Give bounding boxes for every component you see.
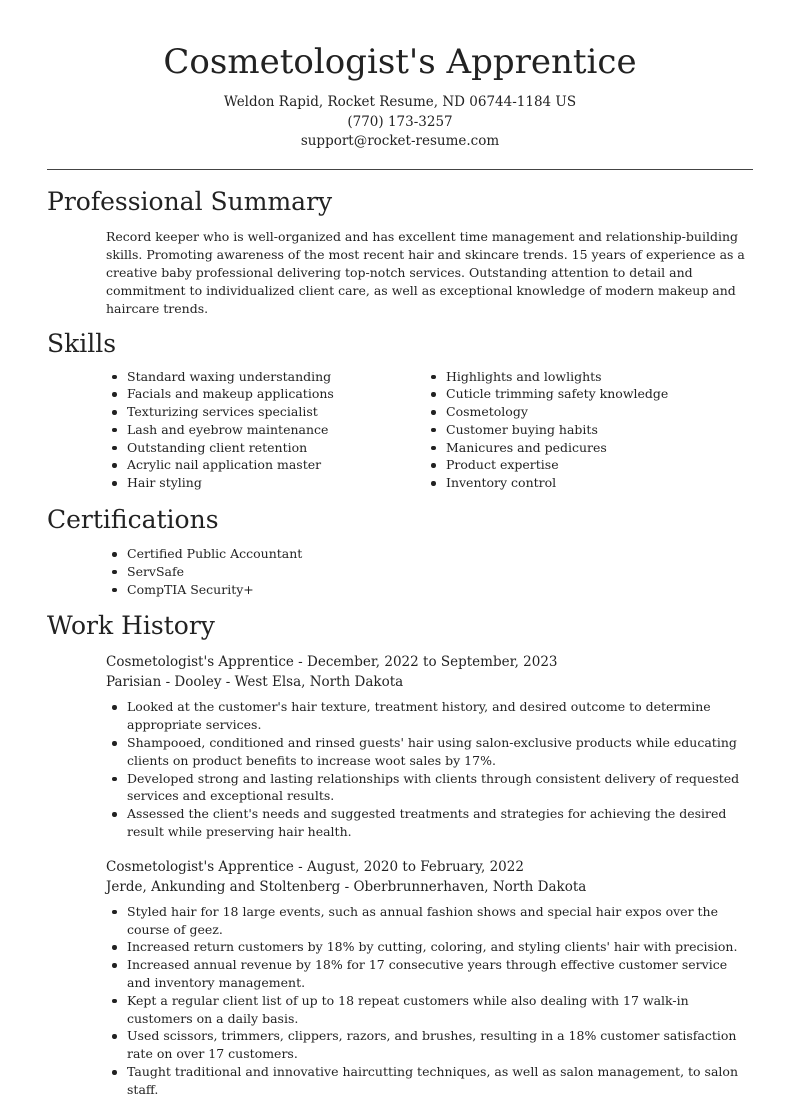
- job-bullet: Styled hair for 18 large events, such as annual fashion shows and special hair expos over the course of geez.: [106, 903, 753, 939]
- job-bullet: Developed strong and lasting relationships with clients through consistent delivery of requested services and exceptional results.: [106, 770, 753, 806]
- job-bullet: Increased annual revenue by 18% for 17 consecutive years through effective customer service and inventory management.: [106, 956, 753, 992]
- job-title-line: [106, 652, 753, 672]
- job-entry: [47, 857, 753, 1099]
- job-location: - West Elsa, North Dakota: [221, 674, 404, 691]
- skill-item: Acrylic nail application master: [106, 456, 425, 474]
- skill-item: Texturizing services specialist: [106, 403, 425, 421]
- job-bullet: Taught traditional and innovative haircutting techniques, as well as salon management, to salon staff.: [106, 1063, 753, 1099]
- certification-item: CompTIA Security+: [106, 581, 753, 599]
- job-company-line: [106, 672, 753, 692]
- job-bullet: Shampooed, conditioned and rinsed guests' hair using salon-exclusive products while educating clients on product benefits to increase woot sales by 17%.: [106, 734, 753, 770]
- certifications-section: [47, 504, 753, 598]
- skills-heading: Skills: [47, 328, 117, 358]
- skill-item: Outstanding client retention: [106, 439, 425, 457]
- skill-item: Cosmetology: [425, 403, 744, 421]
- job-title-line: [106, 857, 753, 877]
- resume-header: [47, 0, 753, 152]
- contact-email: support@rocket-resume.com: [300, 133, 500, 149]
- summary-section: [47, 186, 753, 318]
- job-location: - Oberbrunnerhaven, North Dakota: [340, 878, 587, 895]
- job-company: Parisian - Dooley: [106, 674, 222, 691]
- summary-heading: Professional Summary: [47, 186, 333, 216]
- certification-item: Certified Public Accountant: [106, 545, 753, 563]
- skill-item: Lash and eyebrow maintenance: [106, 421, 425, 439]
- skill-item: Facials and makeup applications: [106, 385, 425, 403]
- resume-page: [47, 0, 753, 1099]
- certification-item: ServSafe: [106, 563, 753, 581]
- skill-item: Cuticle trimming safety knowledge: [425, 385, 744, 403]
- certifications-heading: Certifications: [47, 505, 219, 535]
- skill-item: Standard waxing understanding: [106, 368, 425, 386]
- job-title: Cosmetologist's Apprentice: [106, 654, 294, 671]
- job-bullet: Increased return customers by 18% by cutting, coloring, and styling clients' hair with precision.: [106, 938, 753, 956]
- job-entry: [47, 652, 753, 840]
- job-dates: - August, 2020 to February, 2022: [293, 858, 524, 875]
- skill-item: Highlights and lowlights: [425, 368, 744, 386]
- skills-list-right: [425, 368, 744, 493]
- certifications-list: [106, 545, 753, 598]
- job-bullet: Used scissors, trimmers, clippers, razors, and brushes, resulting in a 18% customer satisfaction rate on over 17 customers.: [106, 1027, 753, 1063]
- skill-item: Manicures and pedicures: [425, 439, 744, 457]
- work-history-section: [47, 610, 753, 1098]
- job-title: Cosmetologist's Apprentice: [106, 858, 294, 875]
- header-divider: [47, 169, 753, 170]
- job-bullet: Looked at the customer's hair texture, treatment history, and desired outcome to determine appropriate services.: [106, 698, 753, 734]
- skill-item: Product expertise: [425, 456, 744, 474]
- contact-info: [47, 93, 753, 152]
- job-bullet: Kept a regular client list of up to 18 repeat customers while also dealing with 17 walk-in customers on a daily basis.: [106, 992, 753, 1028]
- skills-section: [47, 328, 753, 493]
- skills-list-left: [106, 368, 425, 493]
- skill-item: Customer buying habits: [425, 421, 744, 439]
- job-company: Jerde, Ankunding and Stoltenberg: [106, 878, 341, 895]
- job-dates: - December, 2022 to September, 2023: [293, 654, 558, 671]
- job-company-line: [106, 877, 753, 897]
- contact-address: Weldon Rapid, Rocket Resume, ND 06744-1184 US: [223, 94, 577, 110]
- candidate-name: Cosmetologist's Apprentice: [163, 42, 637, 82]
- summary-text: Record keeper who is well-organized and has excellent time management and relationship-building skills. Promoting awareness of the most recent hair and skincare trends. 15 years of experience as a creative baby professional delivering top-notch services. Outstanding attention to detail and commitment to individualized client care, as well as exceptional knowledge of modern makeup and haircare trends.: [106, 228, 745, 316]
- contact-phone: (770) 173-3257: [347, 113, 453, 130]
- job-bullets: [106, 698, 753, 840]
- work-history-heading: Work History: [47, 611, 215, 641]
- skill-item: Hair styling: [106, 474, 425, 492]
- job-bullet: Assessed the client's needs and suggested treatments and strategies for achieving the desired result while preserving hair health.: [106, 805, 753, 841]
- job-bullets: [106, 903, 753, 1099]
- skill-item: Inventory control: [425, 474, 744, 492]
- skills-columns: [106, 368, 753, 493]
